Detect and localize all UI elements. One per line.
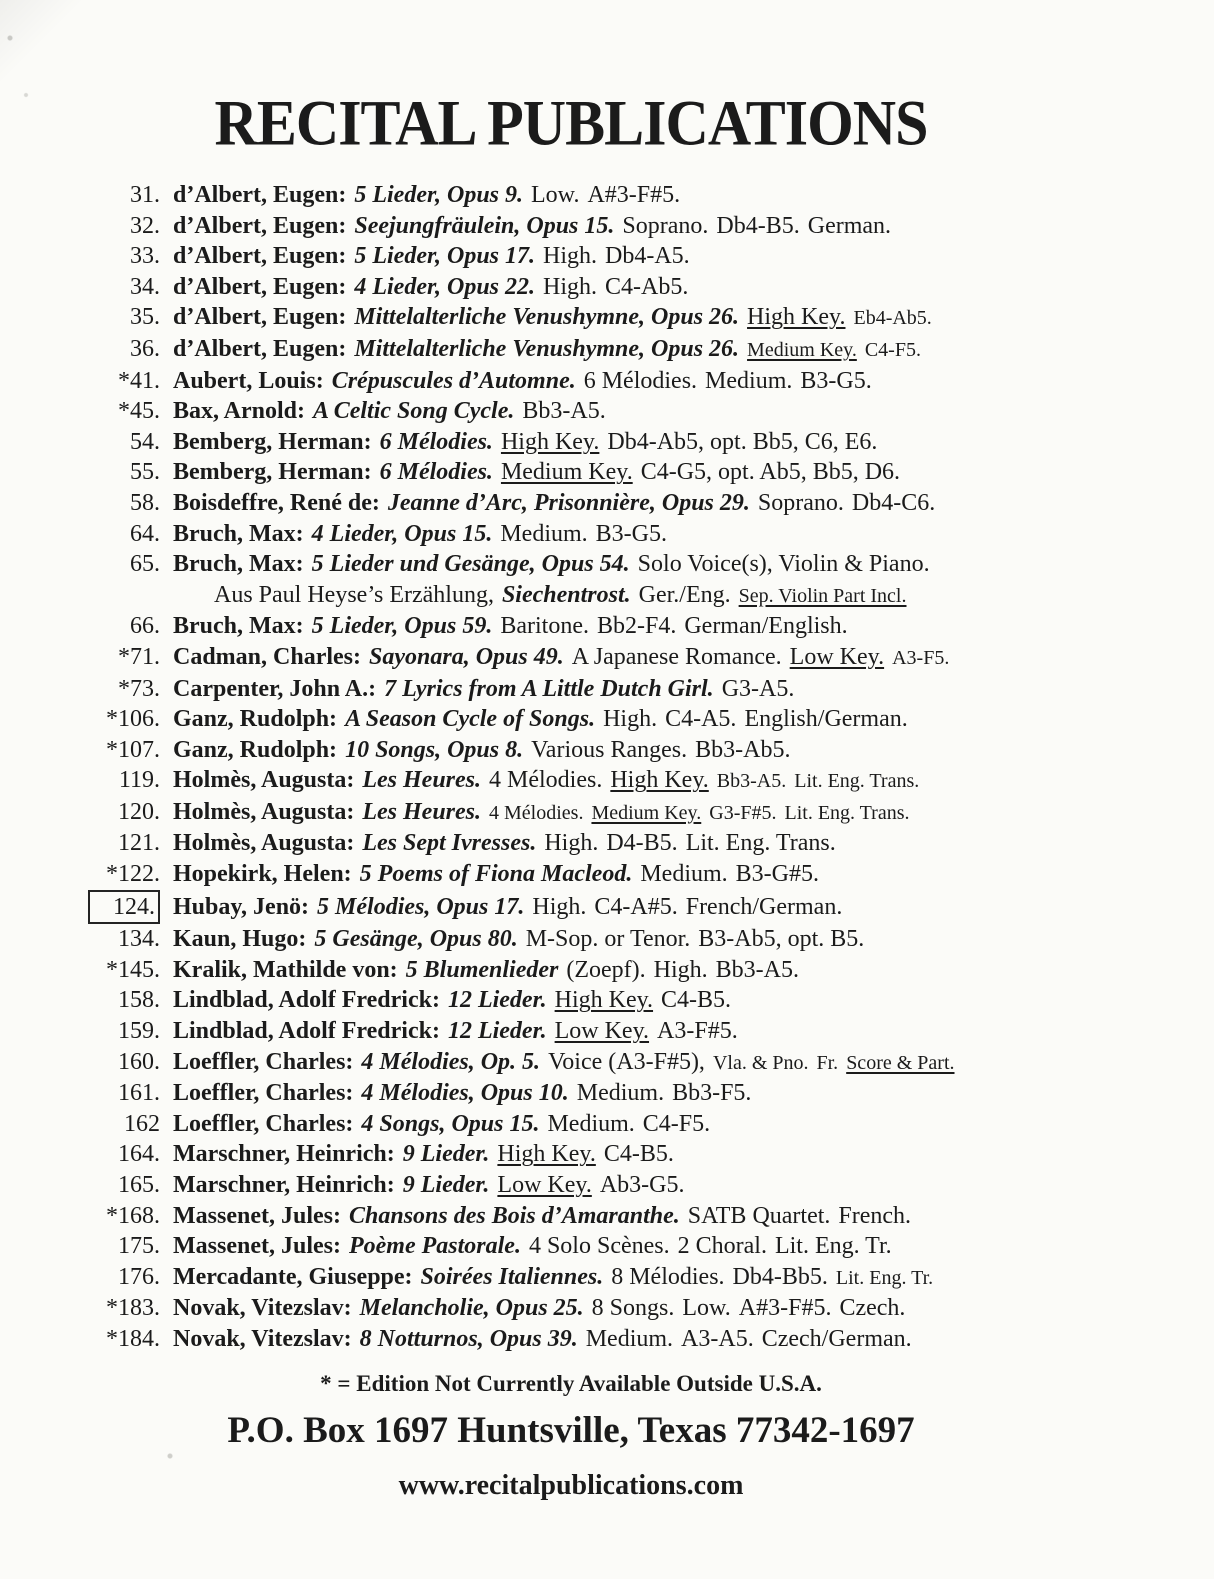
- entry-content: [173, 1170, 684, 1201]
- entry-text-segment: 4 Mélodies, Op. 5.: [361, 1048, 541, 1075]
- entry-text-segment: Ger./Eng.: [638, 581, 731, 608]
- entry-content: [173, 1262, 933, 1294]
- catalog-entry: [88, 211, 1054, 242]
- entry-text-segment: B3-G5.: [595, 520, 667, 547]
- entry-text-segment: Boisdeffre, René de:: [173, 489, 380, 516]
- entry-text-segment: Db4-Bb5.: [732, 1263, 828, 1290]
- catalog-entry: [88, 241, 1054, 272]
- catalog-entry: [88, 765, 1054, 797]
- entry-text-segment: Carpenter, John A.:: [173, 675, 377, 702]
- entry-text-segment: High.: [544, 830, 599, 857]
- entry-number: 36.: [130, 335, 160, 362]
- entry-text-segment: d’Albert, Eugen:: [173, 335, 347, 362]
- catalog-entry: [88, 735, 1054, 766]
- entry-number: 31.: [130, 182, 160, 208]
- entry-text-segment: 5 Poems of Fiona Macleod.: [359, 861, 633, 888]
- entry-content: [173, 674, 794, 705]
- catalog-entry: [88, 1078, 1054, 1109]
- catalog-entry: [88, 611, 1054, 642]
- entry-number: 55.: [130, 459, 160, 486]
- entry-text-segment: Loeffler, Charles:: [173, 1110, 354, 1137]
- catalog-entry: [88, 366, 1054, 397]
- entry-content: [173, 611, 848, 642]
- entry-number: 159.: [118, 1018, 160, 1045]
- entry-text-segment: 6 Mélodies.: [379, 428, 493, 455]
- entry-text-segment: 4 Songs, Opus 15.: [361, 1110, 540, 1137]
- entry-number: 119.: [118, 767, 160, 794]
- entry-text-segment: Lit. Eng. Trans.: [794, 770, 920, 793]
- entry-text-segment: C4-F5.: [642, 1110, 711, 1137]
- catalog-entry: [88, 1109, 1054, 1140]
- entry-content: [173, 549, 930, 580]
- entry-content: [173, 1109, 710, 1140]
- catalog-entry: [88, 302, 1054, 334]
- entry-number: 34.: [130, 273, 160, 300]
- entry-text-segment: Sayonara, Opus 49.: [369, 643, 564, 670]
- entry-number: *184.: [106, 1325, 160, 1352]
- entry-content: [173, 828, 836, 859]
- entry-content: [173, 1016, 738, 1047]
- entry-text-segment: Bemberg, Herman:: [173, 459, 372, 486]
- entry-text-segment: 9 Lieder.: [402, 1172, 490, 1198]
- entry-text-segment: 6 Mélodies.: [583, 367, 698, 394]
- entry-text-segment: High Key.: [610, 767, 709, 794]
- entry-text-segment: Eb4-Ab5.: [853, 307, 932, 330]
- entry-text-segment: Lit. Eng. Tr.: [774, 1233, 892, 1260]
- entry-text-segment: Sep. Violin Part Incl.: [738, 584, 907, 607]
- entry-content: [173, 1201, 911, 1232]
- entry-text-segment: Novak, Vitezslav:: [173, 1325, 352, 1352]
- entry-text-segment: d’Albert, Eugen:: [173, 273, 347, 300]
- entry-text-segment: d’Albert, Eugen:: [173, 182, 347, 208]
- catalog-entry: [88, 704, 1054, 735]
- entry-text-segment: Fr.: [816, 1051, 839, 1074]
- entry-number: 120.: [118, 798, 160, 825]
- entry-text-segment: Low.: [682, 1295, 731, 1322]
- entry-text-segment: Massenet, Jules:: [173, 1202, 341, 1229]
- entry-number: 58.: [130, 489, 160, 516]
- entry-text-segment: Bb3-F5.: [672, 1080, 752, 1107]
- entry-text-segment: 6 Mélodies.: [379, 459, 493, 486]
- entry-text-segment: Siechentrost.: [501, 581, 631, 608]
- entry-text-segment: 9 Lieder.: [402, 1141, 490, 1168]
- entry-text-segment: G3-A5.: [721, 675, 795, 702]
- entry-text-segment: Novak, Vitezslav:: [173, 1295, 352, 1322]
- entry-text-segment: 7 Lyrics from A Little Dutch Girl.: [384, 675, 714, 702]
- entry-text-segment: Lit. Eng. Trans.: [784, 801, 910, 824]
- entry-text-segment: 12 Lieder.: [447, 1018, 547, 1045]
- entry-text-segment: Medium.: [585, 1325, 674, 1352]
- entry-text-segment: Ab3-G5.: [599, 1172, 685, 1198]
- entry-number: *71.: [118, 643, 160, 670]
- entry-text-segment: Loeffler, Charles:: [173, 1048, 354, 1075]
- entry-text-segment: C4-Ab5.: [605, 273, 689, 300]
- entry-text-segment: Low Key.: [497, 1172, 592, 1198]
- entry-text-segment: High.: [532, 893, 587, 920]
- catalog-entry: [88, 549, 1054, 580]
- catalog-entry: [88, 1262, 1054, 1294]
- entry-content: [173, 642, 949, 674]
- entry-content: [173, 211, 891, 242]
- entry-text-segment: Jeanne d’Arc, Prisonnière, Opus 29.: [387, 489, 750, 516]
- entry-number: 33.: [130, 243, 160, 270]
- entry-number: 162: [124, 1110, 160, 1137]
- entry-content: [173, 765, 919, 797]
- entry-content: [173, 985, 731, 1016]
- entry-text-segment: Ganz, Rudolph:: [173, 736, 338, 763]
- entry-text-segment: Bb3-A5.: [716, 770, 787, 793]
- entry-text-segment: Hubay, Jenö:: [173, 893, 310, 920]
- entry-number: 66.: [130, 613, 160, 640]
- catalog-entry: [88, 519, 1054, 550]
- entry-content: [173, 955, 799, 986]
- entry-text-segment: 4 Lieder, Opus 15.: [311, 520, 493, 547]
- entry-content: [173, 797, 910, 829]
- entry-text-segment: Low Key.: [789, 643, 885, 670]
- entry-text-segment: A3-F#5.: [657, 1018, 738, 1045]
- entry-text-segment: B3-Ab5, opt. B5.: [698, 926, 865, 953]
- entry-text-segment: Solo Voice(s), Violin & Piano.: [637, 551, 930, 578]
- entry-text-segment: Hopekirk, Helen:: [173, 861, 352, 888]
- entry-text-segment: Medium Key.: [747, 338, 857, 361]
- catalog-entry: [88, 334, 1054, 366]
- entry-content: [173, 1078, 751, 1109]
- entry-text-segment: High Key.: [500, 428, 600, 455]
- entry-text-segment: English/German.: [744, 706, 908, 733]
- entry-text-segment: Lindblad, Adolf Fredrick:: [173, 1018, 440, 1045]
- entry-content: [173, 892, 842, 923]
- entry-text-segment: Aus Paul Heyse’s Erzählung,: [214, 581, 494, 608]
- entry-content: [173, 457, 900, 488]
- entry-number: 160.: [118, 1048, 160, 1075]
- entry-text-segment: d’Albert, Eugen:: [173, 243, 347, 270]
- entry-text-segment: Loeffler, Charles:: [173, 1080, 354, 1107]
- entry-text-segment: Vla. & Pno.: [712, 1051, 809, 1074]
- entry-text-segment: German/English.: [684, 613, 848, 640]
- entry-content: [173, 704, 908, 735]
- entry-number: 161.: [118, 1080, 160, 1107]
- entry-text-segment: Low Key.: [554, 1018, 650, 1045]
- entry-text-segment: Bemberg, Herman:: [173, 428, 372, 455]
- entry-text-segment: Czech/German.: [761, 1325, 912, 1352]
- entry-text-segment: 10 Songs, Opus 8.: [345, 736, 524, 763]
- entry-text-segment: SATB Quartet.: [687, 1202, 831, 1229]
- entry-content: [173, 1324, 912, 1355]
- entry-text-segment: Holmès, Augusta:: [173, 798, 355, 825]
- website-url: www.recitalpublications.com: [398, 1469, 744, 1501]
- entry-text-segment: 2 Choral.: [677, 1233, 767, 1260]
- entry-text-segment: C4-B5.: [661, 987, 732, 1014]
- entry-text-segment: B3-G5.: [800, 367, 872, 394]
- entry-text-segment: Melancholie, Opus 25.: [359, 1295, 584, 1322]
- entry-content: [173, 1231, 892, 1262]
- entry-text-segment: 5 Lieder, Opus 17.: [354, 243, 536, 270]
- catalog-entry: [88, 642, 1054, 674]
- entry-text-segment: French/German.: [685, 893, 843, 920]
- entry-content: [173, 735, 790, 766]
- catalog-entry: [88, 488, 1054, 519]
- entry-text-segment: French.: [838, 1202, 912, 1229]
- catalog-entry: [88, 457, 1054, 488]
- entry-text-segment: 8 Notturnos, Opus 39.: [359, 1325, 578, 1352]
- entry-text-segment: High.: [653, 956, 708, 983]
- entry-text-segment: Marschner, Heinrich:: [173, 1172, 395, 1198]
- entry-number: *122.: [106, 861, 160, 888]
- catalog-entry: [88, 1139, 1054, 1170]
- entry-text-segment: Db4-C6.: [851, 489, 936, 516]
- entry-number: *107.: [106, 736, 160, 763]
- entry-text-segment: High.: [603, 706, 658, 733]
- catalog-entry: [88, 955, 1054, 986]
- entry-text-segment: 4 Mélodies.: [489, 767, 603, 794]
- entry-text-segment: C4-F5.: [864, 338, 921, 361]
- entry-text-segment: 5 Lieder und Gesänge, Opus 54.: [311, 551, 630, 578]
- entry-text-segment: Mittelalterliche Venushymne, Opus 26.: [354, 304, 740, 331]
- entry-text-segment: A Season Cycle of Songs.: [345, 706, 596, 733]
- entry-text-segment: High.: [543, 273, 598, 300]
- entry-number: 64.: [130, 520, 160, 547]
- entry-number: *168.: [106, 1202, 160, 1229]
- entry-text-segment: 12 Lieder.: [447, 987, 547, 1014]
- entry-content: [173, 396, 606, 427]
- entry-text-segment: Soirées Italiennes.: [420, 1263, 604, 1290]
- entry-content: [173, 272, 688, 303]
- entry-content: [173, 859, 819, 890]
- entry-text-segment: Db4-B5.: [716, 212, 800, 239]
- entry-text-segment: Les Heures.: [362, 798, 482, 825]
- entry-text-segment: Holmès, Augusta:: [173, 830, 355, 857]
- entry-text-segment: d’Albert, Eugen:: [173, 304, 347, 331]
- entry-text-segment: 4 Mélodies.: [489, 801, 584, 824]
- entry-content: [173, 241, 690, 272]
- entry-text-segment: High Key.: [747, 304, 846, 331]
- entry-text-segment: 4 Lieder, Opus 22.: [354, 273, 536, 300]
- entry-text-segment: 5 Lieder, Opus 59.: [311, 613, 493, 640]
- entry-text-segment: Soprano.: [757, 489, 844, 516]
- entry-text-segment: Medium.: [705, 367, 793, 394]
- entry-number: 158.: [118, 987, 160, 1014]
- entry-text-segment: Lit. Eng. Trans.: [685, 830, 836, 857]
- entry-content: [173, 580, 907, 612]
- entry-number-boxed: 124.: [88, 890, 160, 925]
- catalog-entry: [88, 1047, 1054, 1079]
- entry-text-segment: C4-A#5.: [594, 893, 678, 920]
- entry-text-segment: A#3-F#5.: [738, 1295, 832, 1322]
- entry-number: 121.: [118, 830, 160, 857]
- entry-text-segment: Kaun, Hugo:: [173, 926, 307, 953]
- entry-text-segment: 4 Mélodies, Opus 10.: [361, 1080, 569, 1107]
- entry-text-segment: C4-A5.: [665, 706, 737, 733]
- entry-text-segment: d’Albert, Eugen:: [173, 212, 347, 239]
- entry-text-segment: 5 Lieder, Opus 9.: [354, 182, 524, 208]
- entry-number: 32.: [130, 212, 160, 239]
- entry-content: [173, 427, 877, 458]
- entry-text-segment: Les Heures.: [362, 767, 482, 794]
- catalog-entry: [88, 1293, 1054, 1324]
- entry-text-segment: Medium Key.: [591, 801, 702, 824]
- catalog-entry: [88, 985, 1054, 1016]
- entry-content: [173, 334, 921, 366]
- catalog-entry: [88, 1201, 1054, 1232]
- entry-text-segment: Medium Key.: [500, 459, 633, 486]
- catalog-entry: [88, 1016, 1054, 1047]
- entry-text-segment: A#3-F#5.: [587, 182, 681, 208]
- entry-text-segment: A Celtic Song Cycle.: [313, 398, 515, 425]
- entry-content: [173, 488, 935, 519]
- entry-text-segment: Kralik, Mathilde von:: [173, 956, 398, 983]
- entry-text-segment: Voice (A3-F#5),: [548, 1048, 705, 1075]
- entry-text-segment: Medium.: [500, 520, 588, 547]
- entry-text-segment: Bruch, Max:: [173, 520, 304, 547]
- entry-text-segment: G3-F#5.: [709, 801, 777, 824]
- entry-text-segment: (Zoepf).: [566, 956, 646, 983]
- catalog-entry: [88, 180, 1054, 211]
- entry-number: *73.: [118, 675, 160, 702]
- entry-number: 35.: [130, 304, 160, 331]
- entry-content: [173, 924, 864, 955]
- entry-text-segment: D4-B5.: [606, 830, 678, 857]
- entry-content: [173, 366, 872, 397]
- entry-text-segment: C4-G5, opt. Ab5, Bb5, D6.: [640, 459, 901, 486]
- entry-text-segment: Soprano.: [622, 212, 709, 239]
- catalog-entry: [88, 859, 1054, 890]
- entry-text-segment: Chansons des Bois d’Amaranthe.: [348, 1202, 680, 1229]
- entry-text-segment: A Japanese Romance.: [571, 643, 782, 670]
- entry-text-segment: Poème Pastorale.: [348, 1233, 521, 1260]
- catalog-entry: [88, 890, 1054, 925]
- entry-content: [173, 180, 680, 211]
- entry-text-segment: Medium.: [547, 1110, 635, 1137]
- entry-number: *45.: [118, 398, 160, 425]
- catalog-entry: [88, 674, 1054, 705]
- entry-text-segment: A3-A5.: [681, 1325, 754, 1352]
- catalog-entry: [88, 1231, 1054, 1262]
- entry-text-segment: Seejungfräulein, Opus 15.: [354, 212, 615, 239]
- entry-text-segment: Lit. Eng. Tr.: [835, 1266, 934, 1289]
- catalog-entry: [88, 924, 1054, 955]
- entry-text-segment: Score & Part.: [846, 1051, 955, 1074]
- entry-text-segment: Bb2-F4.: [596, 613, 677, 640]
- entry-text-segment: Bruch, Max:: [173, 551, 304, 578]
- entry-number: 54.: [130, 428, 160, 455]
- entry-text-segment: Bb3-A5.: [715, 956, 799, 983]
- entry-content: [173, 302, 932, 334]
- entry-text-segment: Mercadante, Giuseppe:: [173, 1263, 413, 1290]
- entry-text-segment: B3-G#5.: [735, 861, 819, 888]
- availability-footnote: * = Edition Not Currently Available Outside U.S.A.: [320, 1370, 822, 1396]
- entry-number: 65.: [130, 551, 160, 578]
- catalog-entry: [88, 272, 1054, 303]
- catalog-entry: [88, 797, 1054, 829]
- entry-text-segment: Holmès, Augusta:: [173, 767, 355, 794]
- entry-text-segment: Bb3-A5.: [522, 398, 606, 425]
- catalog-list: [88, 180, 1054, 1355]
- catalog-entry: [88, 580, 1054, 612]
- catalog-entry: [88, 396, 1054, 427]
- entry-text-segment: High Key.: [497, 1141, 596, 1168]
- entry-text-segment: Bruch, Max:: [173, 613, 304, 640]
- entry-text-segment: C4-B5.: [603, 1141, 674, 1168]
- entry-content: [173, 1047, 955, 1079]
- entry-text-segment: A3-F5.: [892, 646, 950, 669]
- catalog-entry: [88, 427, 1054, 458]
- entry-text-segment: Aubert, Louis:: [173, 367, 324, 394]
- entry-content: [173, 1293, 905, 1324]
- entry-text-segment: Czech.: [839, 1295, 906, 1322]
- entry-text-segment: 5 Blumenlieder: [405, 956, 559, 983]
- entry-text-segment: Mittelalterliche Venushymne, Opus 26.: [354, 335, 740, 362]
- entry-text-segment: Medium.: [640, 861, 728, 888]
- entry-number: *145.: [106, 956, 160, 983]
- entry-content: [173, 519, 667, 550]
- entry-text-segment: Ganz, Rudolph:: [173, 706, 338, 733]
- entry-number: 176.: [118, 1263, 160, 1290]
- entry-text-segment: High Key.: [554, 987, 654, 1014]
- entry-text-segment: Bax, Arnold:: [173, 398, 306, 425]
- entry-text-segment: 8 Mélodies.: [611, 1263, 725, 1290]
- entry-number: *183.: [106, 1295, 160, 1322]
- entry-content: [173, 1139, 674, 1170]
- entry-number: *41.: [118, 367, 160, 394]
- entry-text-segment: Db4-A5.: [605, 243, 690, 270]
- entry-text-segment: Low.: [531, 182, 580, 208]
- entry-text-segment: Db4-Ab5, opt. Bb5, C6, E6.: [607, 428, 878, 455]
- entry-text-segment: Baritone.: [500, 613, 589, 640]
- page-title: RECITAL PUBLICATIONS: [214, 87, 928, 159]
- entry-text-segment: German.: [807, 212, 892, 239]
- entry-number: *106.: [106, 706, 160, 733]
- publisher-address: P.O. Box 1697 Huntsville, Texas 77342-1697: [227, 1409, 915, 1451]
- entry-text-segment: Massenet, Jules:: [173, 1233, 341, 1260]
- entry-text-segment: Marschner, Heinrich:: [173, 1141, 395, 1168]
- entry-text-segment: Lindblad, Adolf Fredrick:: [173, 987, 440, 1014]
- entry-text-segment: Les Sept Ivresses.: [362, 830, 537, 857]
- entry-text-segment: 8 Songs.: [591, 1295, 675, 1322]
- catalog-entry: [88, 1324, 1054, 1355]
- entry-number: 164.: [118, 1141, 160, 1168]
- entry-text-segment: 4 Solo Scènes.: [528, 1233, 670, 1260]
- entry-text-segment: High.: [543, 243, 598, 270]
- catalog-entry: [88, 828, 1054, 859]
- entry-text-segment: M-Sop. or Tenor.: [525, 926, 691, 953]
- entry-text-segment: Medium.: [576, 1080, 665, 1107]
- entry-text-segment: Crépuscules d’Automne.: [331, 367, 576, 394]
- entry-number: 134.: [118, 926, 160, 953]
- entry-number: 175.: [118, 1233, 160, 1260]
- catalog-entry: [88, 1170, 1054, 1201]
- entry-text-segment: Cadman, Charles:: [173, 643, 362, 670]
- entry-text-segment: 5 Gesänge, Opus 80.: [314, 926, 518, 953]
- entry-text-segment: Various Ranges.: [531, 736, 688, 763]
- entry-number: 165.: [118, 1172, 160, 1198]
- entry-text-segment: Bb3-Ab5.: [695, 736, 791, 763]
- entry-text-segment: 5 Mélodies, Opus 17.: [317, 893, 525, 920]
